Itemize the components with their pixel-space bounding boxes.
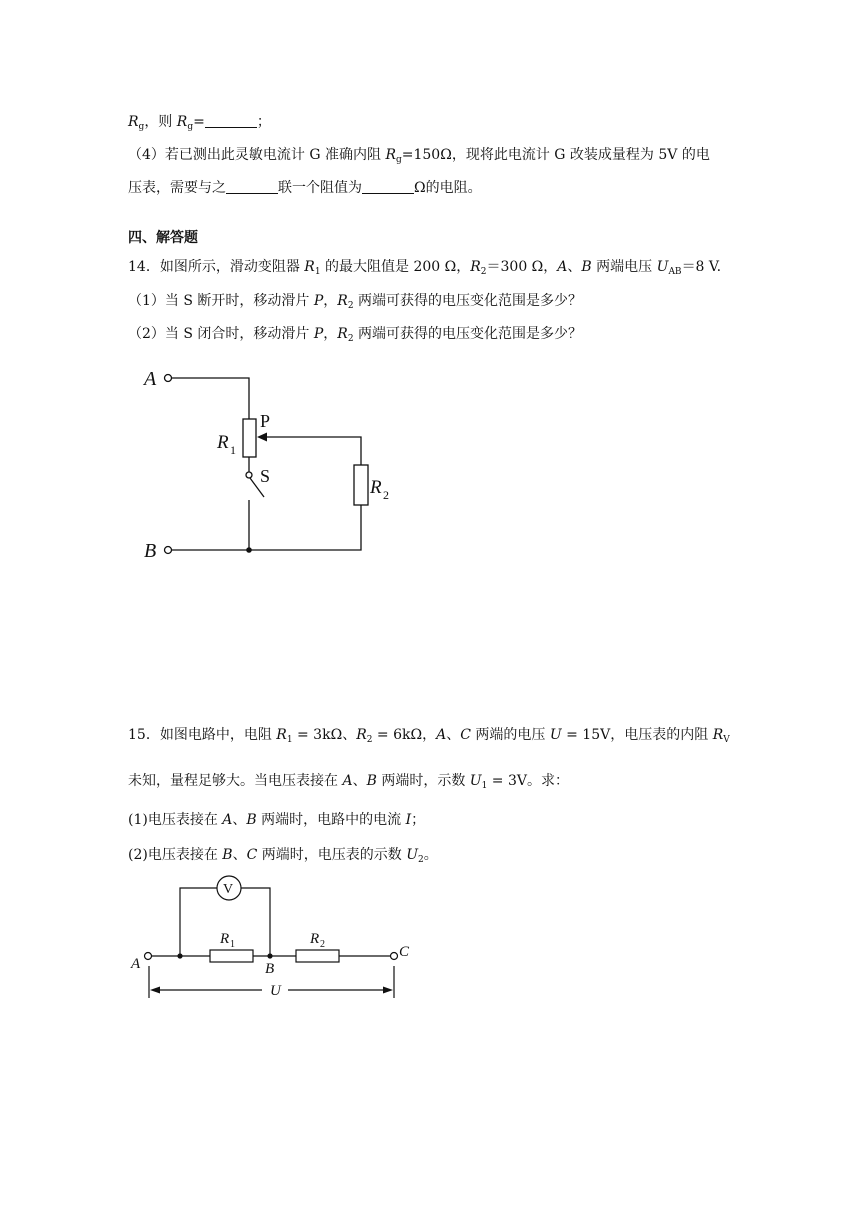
q13-line3: 压表，需要与之 联一个阻值为 Ω的电阻。	[128, 180, 482, 196]
terminal-c	[391, 953, 398, 960]
label-r1-sub: 1	[230, 443, 236, 457]
label-r1: R	[220, 931, 230, 947]
label-a: A	[144, 368, 157, 390]
q14-line1: 14．如图所示，滑动变阻器 $R_1$ 的最大阻值是 200 Ω，$R_2=300$ Ω，A、B 两端电压 $U_{AB}=8$ V.	[128, 259, 722, 277]
label-c: C	[399, 944, 410, 960]
label-r2: R	[310, 931, 320, 947]
label-r2: R	[370, 477, 382, 498]
resistor-r1	[243, 419, 256, 457]
q13-line1: $R_g$，则 $R_g=$ ；	[128, 114, 271, 132]
wire-voltmeter-left	[180, 888, 217, 956]
wire-top	[172, 378, 250, 419]
label-r1-sub: 1	[230, 939, 235, 950]
label-r2-sub: 2	[383, 488, 389, 502]
q13-line2: （4）若已测出此灵敏电流计 G 准确内阻 $R_g=150\Omega$，现将此电流计 G 改装成量程为 5V 的电	[128, 147, 710, 165]
label-u: U	[270, 983, 281, 999]
wire-slider	[262, 437, 361, 465]
label-s: S	[260, 466, 271, 486]
arrow-left-icon	[150, 987, 160, 994]
resistor-r2	[296, 950, 339, 962]
voltmeter-label: V	[223, 882, 234, 897]
label-r1: R	[217, 432, 229, 453]
terminal-a	[145, 953, 152, 960]
label-r2-sub: 2	[320, 939, 325, 950]
junction-dot	[177, 953, 182, 958]
q15-line4: (2)电压表接在 B、C 两端时，电压表的示数 $U_2$。	[128, 847, 438, 865]
label-p: P	[260, 411, 271, 431]
q14-line3: （2）当 S 闭合时，移动滑片 P，$R_2$ 两端可获得的电压变化范围是多少？	[128, 326, 583, 344]
terminal-b	[165, 547, 172, 554]
wire-voltmeter-right	[241, 888, 270, 956]
slider-arrow-icon	[257, 433, 267, 442]
q15-line2: 未知，量程足够大。当电压表接在 A、B 两端时，示数 $U_1 = 3V$。求：	[128, 773, 569, 791]
q14-line2: （1）当 S 断开时，移动滑片 P，$R_2$ 两端可获得的电压变化范围是多少？	[128, 293, 583, 311]
arrow-right-icon	[383, 987, 393, 994]
label-b: B	[265, 961, 275, 977]
q15-line3: (1)电压表接在 A、B 两端时，电路中的电流 I；	[128, 812, 426, 828]
wire-bottom	[172, 505, 362, 550]
resistor-r1	[210, 950, 253, 962]
section-heading: 四、解答题	[128, 230, 198, 246]
resistor-r2	[354, 465, 368, 505]
junction-dot	[246, 547, 252, 553]
label-a: A	[131, 956, 141, 972]
junction-dot	[267, 953, 272, 958]
label-b: B	[144, 540, 157, 562]
switch-contact	[246, 472, 252, 478]
q15-line1: 15．如图电路中，电阻 $R_1 = 3k\Omega$、$R_2 = 6k\Omega$，A、C 两端的电压 U = 15V，电压表的内阻 $R_V$	[128, 727, 730, 745]
terminal-a	[165, 375, 172, 382]
